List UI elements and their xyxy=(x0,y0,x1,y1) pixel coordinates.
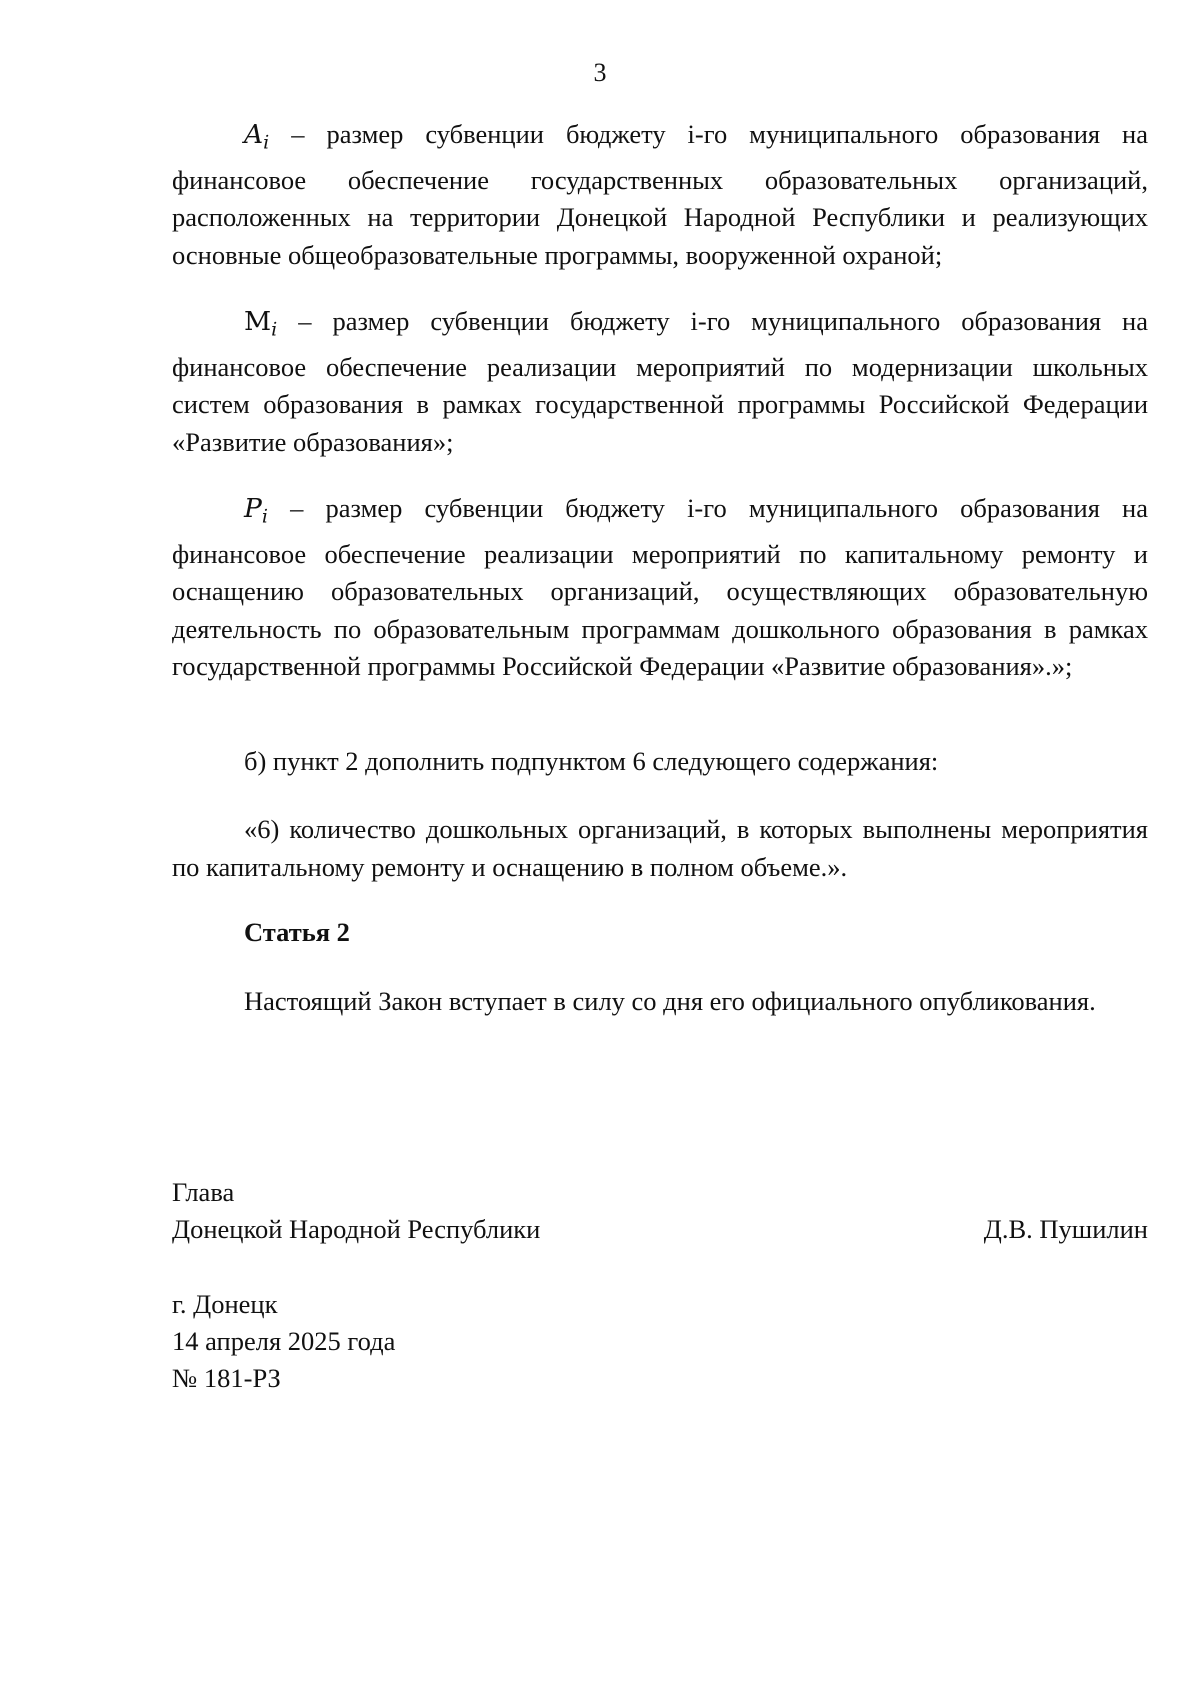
paragraph-m-i xyxy=(172,303,1148,461)
signatory-name: Д.В. Пушилин xyxy=(983,1214,1148,1244)
paragraph-a-i xyxy=(172,116,1148,274)
formula-variable-m-subscript: i xyxy=(271,318,278,341)
article-title: Статья 2 xyxy=(244,917,350,947)
signature-title-line2: Донецкой Народной Республики xyxy=(172,1214,541,1244)
paragraph-p-i xyxy=(172,490,1148,686)
paragraph-a-i-text: – размер субвенции бюджету i-го муниципального образования на финансовое обеспечение государственных образовательных организаций, расположенных на территории Донецкой Народной Республики и реализующих основные общеобразовательные программы, вооруженной охраной; xyxy=(172,119,1148,270)
formula-variable-a-main: A xyxy=(244,119,264,150)
document-number: № 181-РЗ xyxy=(172,1363,281,1393)
formula-variable-p-subscript: i xyxy=(261,505,268,528)
formula-variable-a-subscript: i xyxy=(263,131,270,154)
formula-variable-p xyxy=(244,493,268,528)
paragraph-p-i-text: – размер субвенции бюджету i-го муниципального образования на финансовое обеспечение реализации мероприятий по капитальному ремонту и оснащению образовательных организаций, осуществляющих образовательную деятельность по образовательным программам дошкольного образования в рамках государственной программы Российской Федерации «Развитие образования».»; xyxy=(172,493,1148,682)
page-number: 3 xyxy=(593,58,607,87)
document-date: 14 апреля 2025 года xyxy=(172,1326,396,1356)
formula-variable-p-main: P xyxy=(244,493,262,524)
signature-title-line1: Глава xyxy=(172,1177,235,1207)
formula-variable-m-main: М xyxy=(244,306,272,337)
formula-variable-m xyxy=(244,306,278,341)
paragraph-subpoint-6: «6) количество дошкольных организаций, в которых выполнены мероприятия по капитальному ремонту и оснащению в полном объеме.». xyxy=(172,814,1148,882)
document-place: г. Донецк xyxy=(172,1289,278,1319)
paragraph-m-i-text: – размер субвенции бюджету i-го муниципального образования на финансовое обеспечение реализации мероприятий по модернизации школьных систем образования в рамках государственной программы Российской Федерации «Развитие образования»; xyxy=(172,306,1148,457)
article-text: Настоящий Закон вступает в силу со дня его официального опубликования. xyxy=(244,986,1096,1016)
formula-variable-a xyxy=(244,119,270,154)
paragraph-b-amendment: б) пункт 2 дополнить подпунктом 6 следующего содержания: xyxy=(244,746,939,776)
signature-row xyxy=(172,1211,1148,1249)
